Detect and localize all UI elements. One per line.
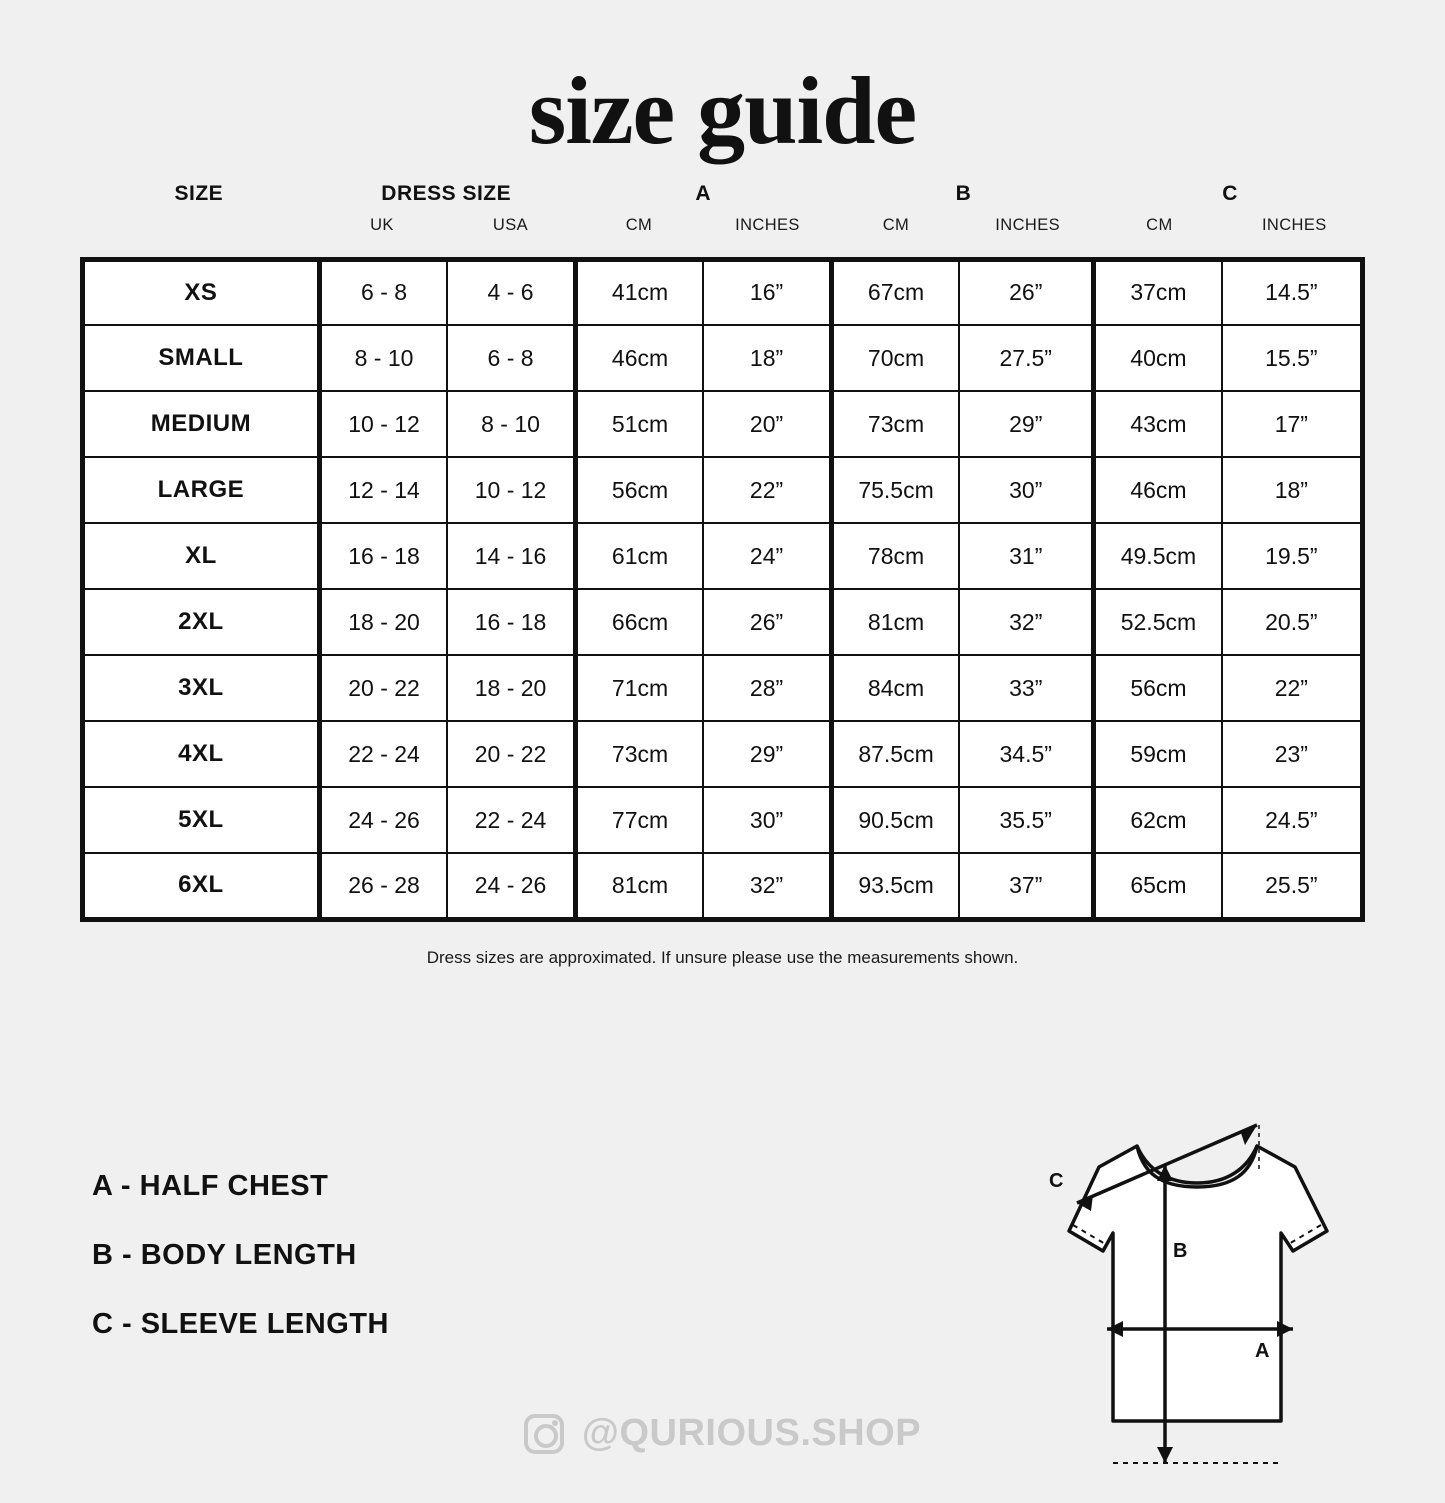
cell-usa: 18 - 20 [447, 655, 575, 721]
cell-b-in: 29” [959, 391, 1093, 457]
header-sub-a-cm: CM [625, 215, 653, 234]
header-group-c: C [1222, 181, 1238, 205]
cell-a-in: 18” [703, 325, 831, 391]
cell-usa: 8 - 10 [447, 391, 575, 457]
legend-item-a: A - HALF CHEST [92, 1170, 329, 1202]
cell-c-cm: 46cm [1094, 457, 1222, 523]
cell-b-in: 27.5” [959, 325, 1093, 391]
header-sub-row [80, 212, 1365, 257]
cell-a-in: 24” [703, 523, 831, 589]
cell-size: XL [83, 523, 320, 589]
cell-c-cm: 59cm [1094, 721, 1222, 787]
cell-a-in: 20” [703, 391, 831, 457]
cell-a-cm: 51cm [575, 391, 703, 457]
cell-b-cm: 93.5cm [831, 853, 959, 919]
cell-c-in: 19.5” [1222, 523, 1363, 589]
cell-usa: 20 - 22 [447, 721, 575, 787]
cell-usa: 16 - 18 [447, 589, 575, 655]
cell-b-in: 35.5” [959, 787, 1093, 853]
cell-usa: 22 - 24 [447, 787, 575, 853]
header-group-row [80, 164, 1365, 212]
cell-size: 2XL [83, 589, 320, 655]
cell-b-in: 33” [959, 655, 1093, 721]
table-row [83, 787, 1363, 853]
cell-a-cm: 73cm [575, 721, 703, 787]
cell-a-in: 30” [703, 787, 831, 853]
cell-uk: 18 - 20 [319, 589, 447, 655]
cell-c-cm: 62cm [1094, 787, 1222, 853]
instagram-icon [524, 1414, 564, 1454]
legend-item-c: C - SLEEVE LENGTH [92, 1308, 389, 1340]
legend-item-b: B - BODY LENGTH [92, 1239, 357, 1271]
cell-size: 6XL [83, 853, 320, 919]
cell-b-cm: 75.5cm [831, 457, 959, 523]
diagram-label-b: B [1173, 1240, 1188, 1262]
cell-c-in: 22” [1222, 655, 1363, 721]
cell-size: 5XL [83, 787, 320, 853]
watermark-handle: @QURIOUS.SHOP [581, 1412, 922, 1454]
cell-b-in: 32” [959, 589, 1093, 655]
cell-size: SMALL [83, 325, 320, 391]
cell-a-cm: 46cm [575, 325, 703, 391]
table-row [83, 259, 1363, 325]
cell-usa: 24 - 26 [447, 853, 575, 919]
diagram-label-a: A [1255, 1340, 1270, 1362]
cell-a-cm: 56cm [575, 457, 703, 523]
cell-b-in: 26” [959, 259, 1093, 325]
cell-a-in: 16” [703, 259, 831, 325]
cell-c-in: 18” [1222, 457, 1363, 523]
cell-b-cm: 84cm [831, 655, 959, 721]
table-row [83, 589, 1363, 655]
header-sub-a-inches: INCHES [735, 215, 800, 234]
cell-uk: 8 - 10 [319, 325, 447, 391]
cell-a-in: 26” [703, 589, 831, 655]
table-row [83, 457, 1363, 523]
page-title: size guide [528, 57, 917, 164]
cell-uk: 26 - 28 [319, 853, 447, 919]
header-sub-b-cm: CM [882, 215, 910, 234]
cell-b-in: 37” [959, 853, 1093, 919]
cell-c-in: 25.5” [1222, 853, 1363, 919]
size-table-body [83, 259, 1363, 919]
cell-b-cm: 90.5cm [831, 787, 959, 853]
cell-c-in: 20.5” [1222, 589, 1363, 655]
table-row [83, 325, 1363, 391]
cell-uk: 10 - 12 [319, 391, 447, 457]
cell-size: LARGE [83, 457, 320, 523]
cell-usa: 14 - 16 [447, 523, 575, 589]
cell-b-in: 30” [959, 457, 1093, 523]
cell-c-cm: 65cm [1094, 853, 1222, 919]
cell-a-in: 28” [703, 655, 831, 721]
cell-b-cm: 67cm [831, 259, 959, 325]
cell-c-in: 17” [1222, 391, 1363, 457]
cell-uk: 22 - 24 [319, 721, 447, 787]
size-table [80, 257, 1365, 922]
table-row [83, 853, 1363, 919]
header-group-b: B [955, 181, 972, 205]
cell-c-in: 15.5” [1222, 325, 1363, 391]
header-sub-usa: USA [492, 215, 529, 234]
watermark [0, 1412, 1445, 1455]
cell-a-in: 22” [703, 457, 831, 523]
cell-a-cm: 71cm [575, 655, 703, 721]
cell-uk: 12 - 14 [319, 457, 447, 523]
header-sub-c-inches: INCHES [1261, 215, 1327, 234]
cell-uk: 20 - 22 [319, 655, 447, 721]
cell-uk: 24 - 26 [319, 787, 447, 853]
cell-uk: 6 - 8 [319, 259, 447, 325]
header-sub-uk: UK [370, 215, 394, 234]
measurement-legend [92, 1170, 389, 1377]
cell-usa: 4 - 6 [447, 259, 575, 325]
cell-c-cm: 37cm [1094, 259, 1222, 325]
cell-usa: 6 - 8 [447, 325, 575, 391]
header-sub-blank [80, 212, 318, 257]
cell-c-cm: 52.5cm [1094, 589, 1222, 655]
cell-a-cm: 77cm [575, 787, 703, 853]
cell-a-in: 29” [703, 721, 831, 787]
cell-b-cm: 73cm [831, 391, 959, 457]
cell-a-in: 32” [703, 853, 831, 919]
cell-b-cm: 70cm [831, 325, 959, 391]
table-row [83, 655, 1363, 721]
size-chart-header [80, 164, 1365, 257]
header-sub-c-cm: CM [1146, 215, 1173, 234]
cell-b-in: 34.5” [959, 721, 1093, 787]
cell-b-cm: 81cm [831, 589, 959, 655]
table-row [83, 391, 1363, 457]
header-group-size: SIZE [174, 181, 224, 205]
cell-c-cm: 49.5cm [1094, 523, 1222, 589]
header-group-dress-size: DRESS SIZE [381, 181, 512, 205]
table-row [83, 523, 1363, 589]
cell-b-in: 31” [959, 523, 1093, 589]
header-sub-b-inches: INCHES [995, 215, 1061, 234]
cell-a-cm: 66cm [575, 589, 703, 655]
table-row [83, 721, 1363, 787]
cell-a-cm: 81cm [575, 853, 703, 919]
cell-c-in: 23” [1222, 721, 1363, 787]
header-group-a: A [695, 181, 712, 205]
cell-a-cm: 41cm [575, 259, 703, 325]
cell-c-in: 24.5” [1222, 787, 1363, 853]
cell-size: MEDIUM [83, 391, 320, 457]
cell-uk: 16 - 18 [319, 523, 447, 589]
cell-c-in: 14.5” [1222, 259, 1363, 325]
cell-a-cm: 61cm [575, 523, 703, 589]
cell-b-cm: 87.5cm [831, 721, 959, 787]
cell-size: XS [83, 259, 320, 325]
approximation-note: Dress sizes are approximated. If unsure please use the measurements shown. [426, 947, 1019, 967]
cell-size: 3XL [83, 655, 320, 721]
cell-usa: 10 - 12 [447, 457, 575, 523]
cell-b-cm: 78cm [831, 523, 959, 589]
cell-c-cm: 43cm [1094, 391, 1222, 457]
cell-size: 4XL [83, 721, 320, 787]
cell-c-cm: 40cm [1094, 325, 1222, 391]
cell-c-cm: 56cm [1094, 655, 1222, 721]
header-table [80, 164, 1365, 257]
diagram-label-c: C [1049, 1170, 1064, 1192]
